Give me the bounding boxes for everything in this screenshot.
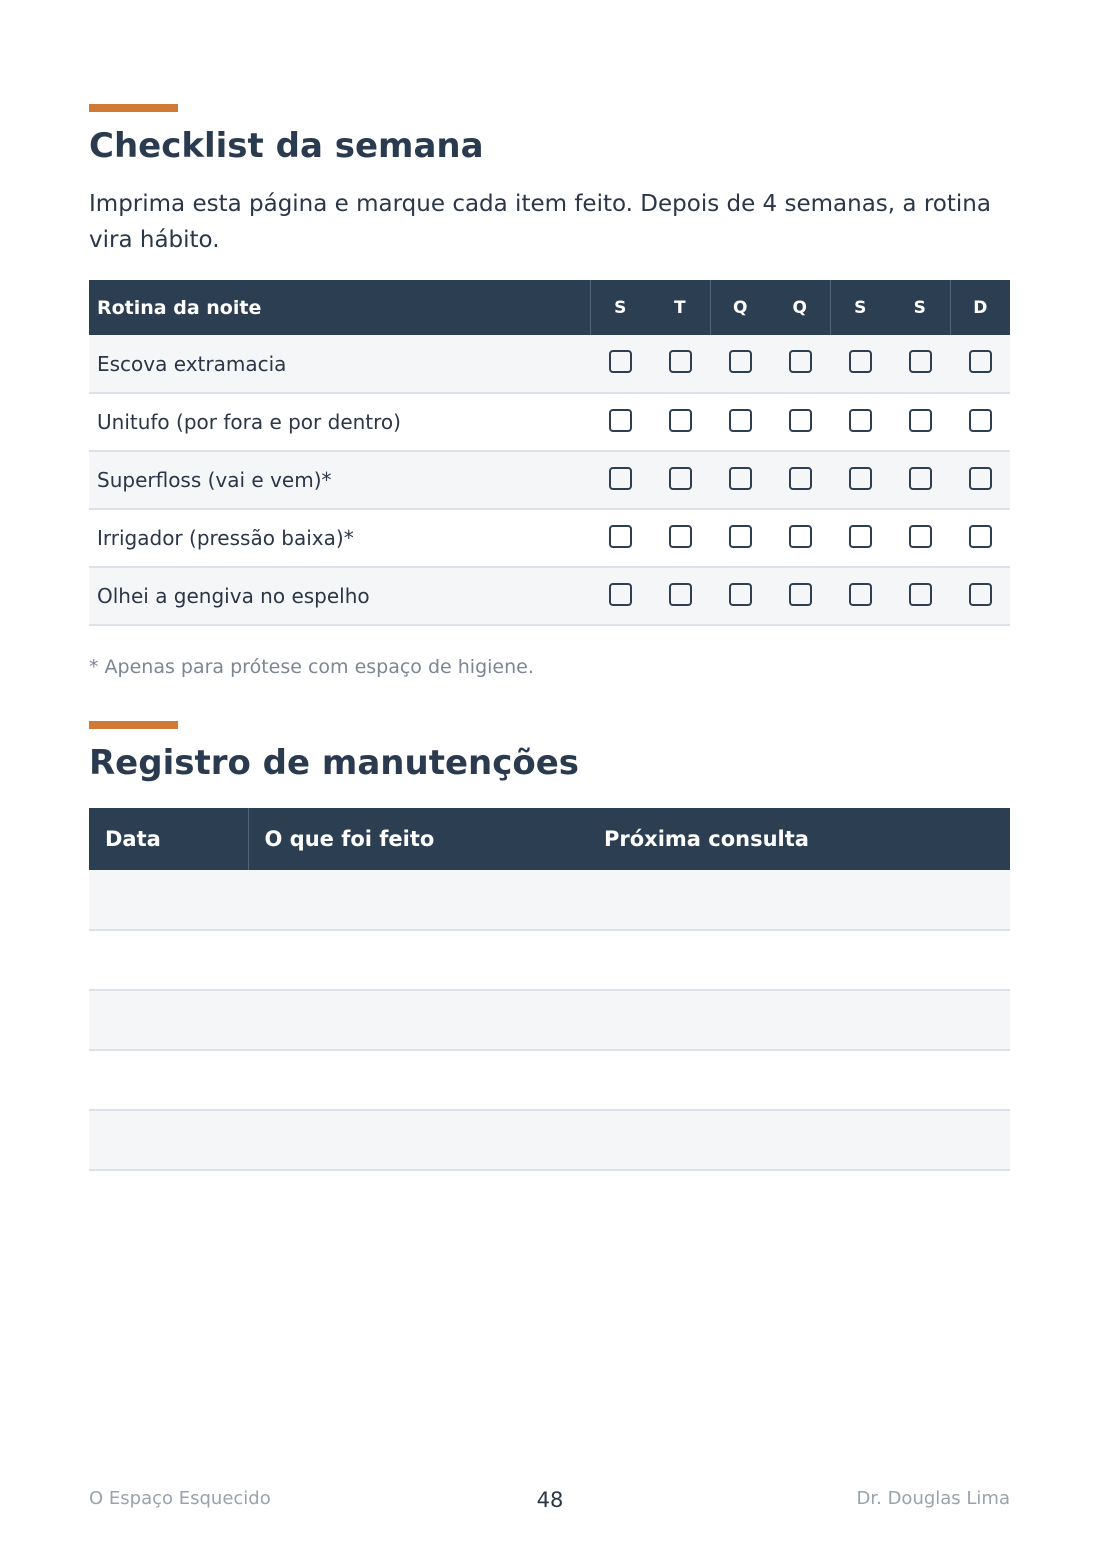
page-number: 48 bbox=[536, 1488, 564, 1512]
day-checkbox[interactable] bbox=[609, 350, 632, 373]
day-checkbox[interactable] bbox=[609, 525, 632, 548]
day-checkbox[interactable] bbox=[849, 467, 872, 490]
day-header: S bbox=[590, 280, 650, 335]
day-cell bbox=[590, 335, 650, 393]
maintenance-cell[interactable] bbox=[89, 930, 248, 990]
day-cell bbox=[650, 393, 710, 451]
day-cell bbox=[830, 393, 890, 451]
task-label: Unitufo (por fora e por dentro) bbox=[89, 393, 590, 451]
checklist-row bbox=[89, 393, 1010, 451]
checklist-title: Checklist da semana bbox=[89, 126, 484, 166]
day-checkbox[interactable] bbox=[789, 350, 812, 373]
day-cell bbox=[710, 509, 770, 567]
maintenance-cell[interactable] bbox=[89, 870, 248, 930]
day-cell bbox=[710, 567, 770, 625]
day-cell bbox=[590, 451, 650, 509]
day-cell bbox=[950, 393, 1010, 451]
day-checkbox[interactable] bbox=[729, 583, 752, 606]
task-label: Irrigador (pressão baixa)* bbox=[89, 509, 590, 567]
day-cell bbox=[650, 509, 710, 567]
day-cell bbox=[950, 335, 1010, 393]
maintenance-row bbox=[89, 930, 1010, 990]
day-checkbox[interactable] bbox=[609, 583, 632, 606]
checklist-intro: Imprima esta página e marque cada item feito. Depois de 4 semanas, a rotina vira hábito. bbox=[89, 191, 991, 253]
day-cell bbox=[830, 335, 890, 393]
day-checkbox[interactable] bbox=[969, 467, 992, 490]
next-appointment-column-header: Próxima consulta bbox=[588, 808, 1010, 870]
maintenance-cell[interactable] bbox=[89, 1050, 248, 1110]
done-column-header: O que foi feito bbox=[248, 808, 588, 870]
task-label: Olhei a gengiva no espelho bbox=[89, 567, 590, 625]
day-cell bbox=[770, 393, 830, 451]
day-checkbox[interactable] bbox=[729, 409, 752, 432]
day-cell bbox=[770, 509, 830, 567]
maintenance-cell[interactable] bbox=[588, 990, 1010, 1050]
day-header: Q bbox=[770, 280, 830, 335]
day-checkbox[interactable] bbox=[789, 467, 812, 490]
day-checkbox[interactable] bbox=[729, 350, 752, 373]
task-label: Escova extramacia bbox=[89, 335, 590, 393]
day-checkbox[interactable] bbox=[849, 583, 872, 606]
footer-author: Dr. Douglas Lima bbox=[856, 1488, 1010, 1509]
day-header: T bbox=[650, 280, 710, 335]
day-checkbox[interactable] bbox=[849, 350, 872, 373]
maintenance-cell[interactable] bbox=[248, 990, 588, 1050]
day-checkbox[interactable] bbox=[669, 467, 692, 490]
maintenance-table bbox=[89, 808, 1010, 1171]
day-checkbox[interactable] bbox=[729, 467, 752, 490]
day-checkbox[interactable] bbox=[909, 350, 932, 373]
maintenance-cell[interactable] bbox=[248, 1110, 588, 1170]
day-checkbox[interactable] bbox=[909, 525, 932, 548]
day-cell bbox=[770, 335, 830, 393]
day-checkbox[interactable] bbox=[969, 525, 992, 548]
maintenance-cell[interactable] bbox=[588, 870, 1010, 930]
maintenance-cell[interactable] bbox=[248, 930, 588, 990]
day-checkbox[interactable] bbox=[789, 409, 812, 432]
task-label: Superfloss (vai e vem)* bbox=[89, 451, 590, 509]
maintenance-accent-bar bbox=[89, 721, 178, 729]
maintenance-cell[interactable] bbox=[248, 1050, 588, 1110]
maintenance-cell[interactable] bbox=[588, 1050, 1010, 1110]
day-cell bbox=[710, 335, 770, 393]
day-cell bbox=[890, 451, 950, 509]
day-checkbox[interactable] bbox=[969, 350, 992, 373]
day-checkbox[interactable] bbox=[849, 409, 872, 432]
day-header: S bbox=[890, 280, 950, 335]
day-checkbox[interactable] bbox=[789, 583, 812, 606]
day-cell bbox=[830, 509, 890, 567]
day-header: S bbox=[830, 280, 890, 335]
footer-book-title: O Espaço Esquecido bbox=[89, 1488, 271, 1509]
maintenance-row bbox=[89, 1110, 1010, 1170]
day-checkbox[interactable] bbox=[909, 409, 932, 432]
maintenance-header-row bbox=[89, 808, 1010, 870]
day-cell bbox=[890, 567, 950, 625]
checklist-row bbox=[89, 567, 1010, 625]
day-cell bbox=[650, 335, 710, 393]
day-cell bbox=[950, 567, 1010, 625]
maintenance-row bbox=[89, 990, 1010, 1050]
day-cell bbox=[830, 567, 890, 625]
day-cell bbox=[650, 567, 710, 625]
day-header: Q bbox=[710, 280, 770, 335]
day-checkbox[interactable] bbox=[669, 583, 692, 606]
day-cell bbox=[710, 451, 770, 509]
day-cell bbox=[830, 451, 890, 509]
day-checkbox[interactable] bbox=[729, 525, 752, 548]
day-checkbox[interactable] bbox=[669, 350, 692, 373]
maintenance-cell[interactable] bbox=[89, 1110, 248, 1170]
day-cell bbox=[590, 509, 650, 567]
checklist-accent-bar bbox=[89, 104, 178, 112]
day-checkbox[interactable] bbox=[789, 525, 812, 548]
checklist-row bbox=[89, 509, 1010, 567]
day-cell bbox=[950, 509, 1010, 567]
checklist-footnote: * Apenas para prótese com espaço de higiene. bbox=[89, 656, 534, 678]
checklist-row bbox=[89, 335, 1010, 393]
maintenance-row bbox=[89, 870, 1010, 930]
maintenance-row bbox=[89, 1050, 1010, 1110]
maintenance-cell[interactable] bbox=[248, 870, 588, 930]
task-column-header: Rotina da noite bbox=[89, 280, 590, 335]
day-checkbox[interactable] bbox=[609, 467, 632, 490]
day-cell bbox=[710, 393, 770, 451]
day-checkbox[interactable] bbox=[969, 583, 992, 606]
day-checkbox[interactable] bbox=[969, 409, 992, 432]
day-cell bbox=[590, 567, 650, 625]
checklist-table bbox=[89, 280, 1010, 626]
day-cell bbox=[890, 335, 950, 393]
date-column-header: Data bbox=[89, 808, 248, 870]
day-checkbox[interactable] bbox=[609, 409, 632, 432]
maintenance-cell[interactable] bbox=[89, 990, 248, 1050]
day-cell bbox=[890, 393, 950, 451]
maintenance-cell[interactable] bbox=[588, 1110, 1010, 1170]
day-checkbox[interactable] bbox=[909, 467, 932, 490]
day-header: D bbox=[950, 280, 1010, 335]
day-cell bbox=[650, 451, 710, 509]
day-cell bbox=[950, 451, 1010, 509]
checklist-row bbox=[89, 451, 1010, 509]
maintenance-title: Registro de manutenções bbox=[89, 743, 580, 783]
day-checkbox[interactable] bbox=[669, 525, 692, 548]
day-cell bbox=[890, 509, 950, 567]
day-checkbox[interactable] bbox=[849, 525, 872, 548]
maintenance-cell[interactable] bbox=[588, 930, 1010, 990]
checklist-header-row bbox=[89, 280, 1010, 335]
day-cell bbox=[590, 393, 650, 451]
day-checkbox[interactable] bbox=[909, 583, 932, 606]
day-cell bbox=[770, 451, 830, 509]
day-checkbox[interactable] bbox=[669, 409, 692, 432]
day-cell bbox=[770, 567, 830, 625]
